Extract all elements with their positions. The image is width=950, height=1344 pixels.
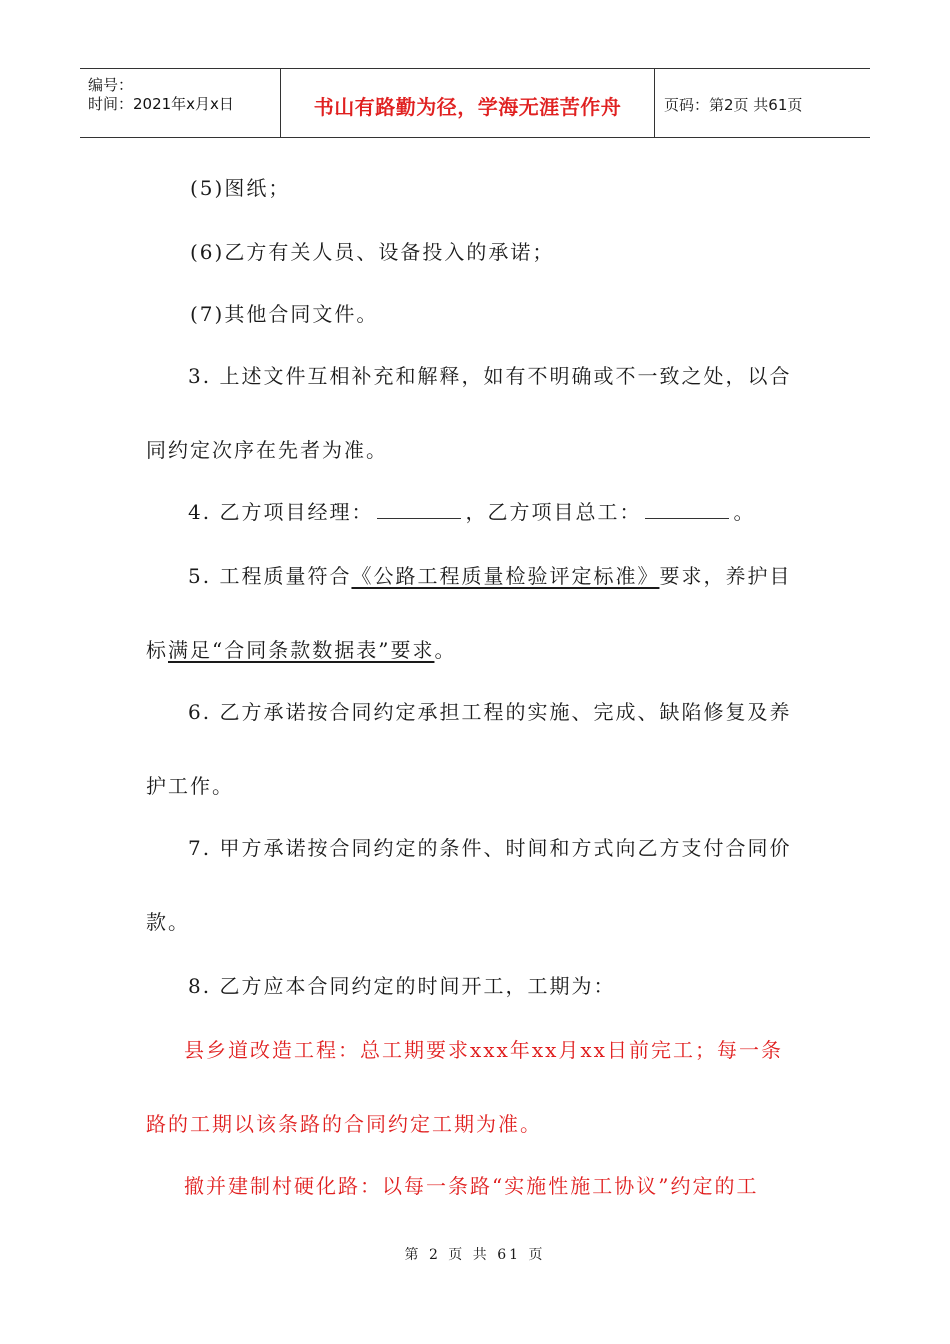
page-footer: 第 2 页 共 61 页 [404, 1247, 546, 1263]
header-motto: 书山有路勤为径，学海无涯苦作舟 [313, 95, 622, 119]
highlighted-line: 撤并建制村硬化路：以每一条路“实施性施工协议”约定的工 [184, 1174, 759, 1198]
text-line: 款。 [146, 910, 190, 934]
document-number-label: 编号： [88, 76, 134, 94]
chief-engineer-label: ，乙方项目总工： [465, 500, 642, 524]
text-line: 8. 乙方应本合同约定的时间开工，工期为： [188, 974, 616, 998]
text-line-quality [188, 560, 791, 589]
manager-blank [377, 500, 461, 519]
text-line-blanks [188, 496, 755, 525]
text-line: 3. 上述文件互相补充和解释，如有不明确或不一致之处，以合 [188, 364, 792, 388]
standard-reference: 《公路工程质量检验评定标准》 [351, 564, 660, 588]
text-line: 同约定次序在先者为准。 [146, 438, 388, 462]
text-fragment: 标 [146, 638, 168, 662]
text-line: (6)乙方有关人员、设备投入的承诺； [190, 240, 555, 264]
text-fragment: 5. 工程质量符合 [188, 564, 352, 588]
text-fragment: 要求，养护目 [659, 564, 792, 588]
text-line-target [146, 634, 456, 663]
header-page-info: 页码：第2页 共61页 [664, 96, 803, 114]
chief-engineer-blank [645, 500, 729, 519]
manager-label: 4. 乙方项目经理： [188, 500, 374, 524]
data-table-reference: 满足“合同条款数据表”要求 [168, 638, 435, 662]
header-meta-cell [80, 69, 280, 137]
page-header [80, 68, 870, 138]
header-page-cell [654, 69, 870, 137]
line-end: 。 [733, 500, 756, 524]
text-line: 7. 甲方承诺按合同约定的条件、时间和方式向乙方支付合同价 [188, 836, 792, 860]
highlighted-line: 县乡道改造工程：总工期要求xxx年xx月xx日前完工；每一条 [184, 1038, 783, 1062]
text-line: 6. 乙方承诺按合同约定承担工程的实施、完成、缺陷修复及养 [188, 700, 792, 724]
highlighted-line: 路的工期以该条路的合同约定工期为准。 [146, 1112, 542, 1136]
text-line: 护工作。 [146, 774, 234, 798]
header-motto-cell [280, 69, 655, 137]
text-line: (7)其他合同文件。 [190, 302, 379, 326]
text-line: (5)图纸； [190, 176, 291, 200]
document-time-label: 时间：2021年x月x日 [88, 95, 234, 113]
text-fragment: 。 [434, 638, 457, 662]
